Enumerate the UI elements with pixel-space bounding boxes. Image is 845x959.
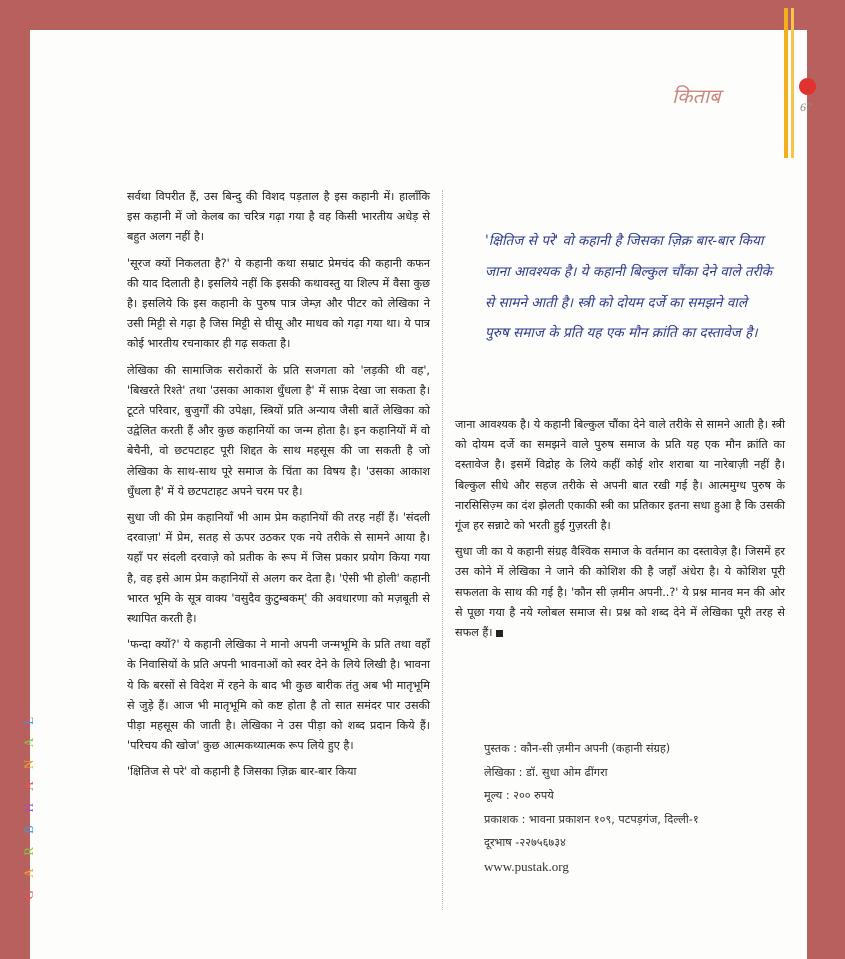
decorative-bar bbox=[784, 8, 788, 158]
paragraph: सुधा जी की प्रेम कहानियाँ भी आम प्रेम कहानियों की तरह नहीं हैं। 'संदली दरवाज़ा' में प्रेम, सतह से ऊपर उठकर एक नये तरीके से सामने आया है। यहाँ पर संदली दरवाज़े को प्रतीक के रूप में जिस प्रकार प्रयोग किया गया है, वह इसे आम प्रेम कहानियों से अलग कर देता है। 'ऐसी भी होली' कहानी भारत भूमि के सूत्र वाक्य 'वसुदैव कुटुम्बकम्' की अवधारणा को मज़बूती से स्थापित करती है। bbox=[127, 511, 430, 626]
end-mark-icon bbox=[496, 630, 503, 637]
section-title: किताब bbox=[672, 84, 721, 108]
decorative-bar bbox=[791, 8, 794, 158]
paragraph-text: सुधा जी का ये कहानी संग्रह वैश्विक समाज के वर्तमान का दस्तावेज़ है। जिसमें हर उस कोने में लेखिका ने जाने की कोशिश की है जहाँ अंधेरा है। ये कोशिश पूरी सफलता के साथ की गई है। 'कौन सी ज़मीन अपनी..?' ये प्रश्न मानव मन की ओर से पूछा गया है नये ग्लोबल समाज से। प्रश्न को शब्द देने में लेखिका पूरी तरह से सफल हैं। bbox=[455, 545, 785, 640]
magazine-logo bbox=[20, 712, 39, 905]
logo-letter: A bbox=[21, 868, 36, 878]
column-divider bbox=[442, 190, 444, 910]
logo-letter: L bbox=[21, 716, 36, 725]
website-link[interactable]: www.pustak.org bbox=[484, 858, 569, 874]
paragraph: 'क्षितिज से परे' वो कहानी है जिसका ज़िक्र बार-बार किया bbox=[127, 765, 357, 779]
book-publisher: प्रकाशक : भावना प्रकाशन १०९, पटपड़गंज, दिल्ली-१ bbox=[484, 812, 699, 826]
paragraph: 'फन्दा क्यों?' ये कहानी लेखिका ने मानो अपनी जन्मभूमि के प्रति तथा वहाँ के निवासियों के प्रति अपनी भावनाओं को स्वर देने के लिये लिखी है। भावना ये कि बरसों से विदेश में रहने के बाद भी कुछ बारीक तंतु अब भी मातृभूमि से जुड़े हैं। आज भी मातृभूमि को कष्ट होता है तो सात समंदर पार उसकी पीड़ा महसूस की जाती है। लेखिका ने उस पीड़ा को शब्द प्रदान किये हैं। 'परिचय की खोज' कुछ आत्मकथ्यात्मक रूप लिये हुए है। bbox=[127, 638, 430, 753]
book-author: लेखिका : डॉ. सुधा ओम ढींगरा bbox=[484, 765, 608, 779]
book-info bbox=[484, 737, 784, 879]
left-column bbox=[127, 187, 430, 789]
right-column bbox=[455, 415, 785, 649]
book-title: पुस्तक : कौन-सी ज़मीन अपनी (कहानी संग्रह) bbox=[484, 742, 671, 755]
paragraph: जाना आवश्यक है। ये कहानी बिल्कुल चौंका देने वाले तरीके से सामने आती है। स्त्री को दोयम दर्जे का समझने वाले पुरुष समाज के प्रति यह एक मौन क्रांति का दस्तावेज है। इसमें विद्रोह के लिये कहीं कोई शोर शराबा या नारेबाज़ी नहीं है। बिल्कुल सीधे और सहज तरीके से अपनी बात रखी गई है। आत्ममुग्ध पुरुष के नारसिसिज़्म का दंश झेलती एकाकी स्त्री का प्रतिकार इतना सधा हुआ है कि उसकी गूंज हर सन्नाटे को भरती हुई गुज़रती है। bbox=[455, 418, 785, 533]
logo-letter: B bbox=[21, 825, 36, 834]
page-number: 67 bbox=[800, 100, 812, 114]
logo-letter: H bbox=[21, 803, 36, 813]
book-price: मूल्य : २०० रुपये bbox=[484, 789, 554, 803]
paragraph: सर्वथा विपरीत हैं, उस बिन्दु की विशद पड़ताल है इस कहानी में। हालाँकि इस कहानी में जो केलब का चरित्र गढ़ा गया है वह किसी भारतीय अधेड़ से बहुत अलग नहीं है। bbox=[127, 190, 430, 244]
book-phone: दूरभाष -२२७५६७३४ bbox=[484, 836, 566, 850]
logo-letter: A bbox=[21, 737, 36, 748]
logo-letter: G bbox=[21, 890, 36, 900]
pull-quote: 'क्षितिज से परे' वो कहानी है जिसका ज़िक्र बार-बार किया जाना आवश्यक है। ये कहानी बिल्कुल चौंका देने वाले तरीके से सामने आती है। स्त्री को दोयम दर्जे का समझने वाले पुरुष समाज के प्रति यह एक मौन क्रांति का दस्तावेज है। bbox=[485, 233, 773, 342]
logo-letter: R bbox=[21, 846, 36, 856]
paragraph: लेखिका की सामाजिक सरोकारों के प्रति सजगता को 'लड़की थी वह', 'बिखरते रिश्ते' तथा 'उसका आकाश धुँधला है' में साफ़ देखा जा सकता है। टूटते परिवार, बुजुर्गों की उपेक्षा, स्त्रियों प्रति अन्याय जैसी बातें लेखिका को उद्वेलित करती हैं और कुछ कहानियों का जन्म होता है। इन कहानियों में वो बेचैनी, वो छटपटाहट पूरी शिद्दत के साथ महसूस की जा सकती है जो लेखिका के साथ-साथ पूरे समाज के चिंता का विषय है। 'उसका आकाश धुँधला है' में ये छटपटाहट अपने चरम पर है। bbox=[127, 363, 430, 498]
paragraph: 'सूरज क्यों निकलता है?' ये कहानी कथा सम्राट प्रेमचंद की कहानी कफन की याद दिलाती है। इसलिये नहीं कि इसकी कथावस्तु या शिल्प में वैसा कुछ है। इसलिये कि इस कहानी के पुरुष पात्र जेम्ज़ और पीटर को लेखिका ने उसी मिट्टी से गढ़ा है जिस मिट्टी से घीसू और माधव को गढ़ा गया था। ये पात्र कोई भारतीय रचनाकार ही गढ़ सकता है। bbox=[127, 256, 430, 351]
logo-letter: N bbox=[21, 759, 36, 769]
red-dot-icon bbox=[799, 78, 816, 95]
logo-letter: A bbox=[21, 781, 36, 791]
paragraph bbox=[455, 542, 785, 643]
